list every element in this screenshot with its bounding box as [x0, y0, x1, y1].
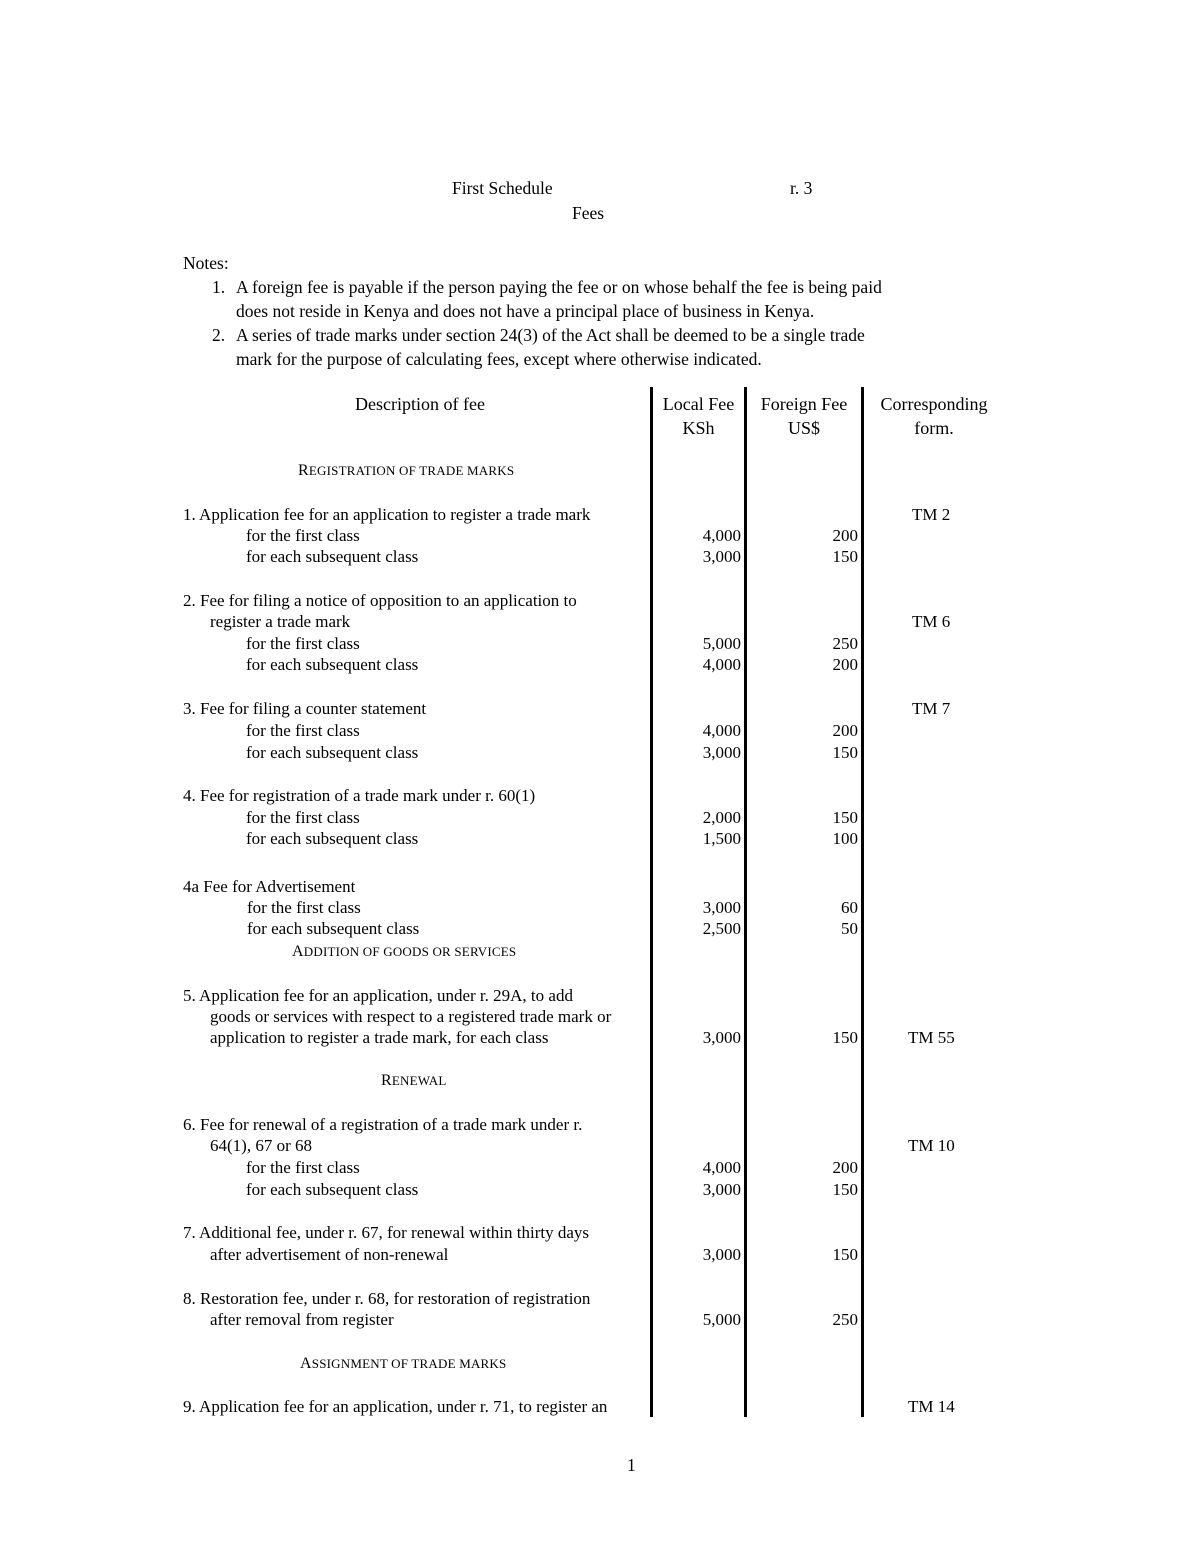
foreign-fee: 200 — [832, 655, 858, 674]
section-heading-registration: REGISTRATION OF TRADE MARKS — [298, 462, 515, 479]
fee-subitem: for the first class — [247, 898, 361, 917]
note-2-line-1: A series of trade marks under section 24(3) of the Act shall be deemed to be a single trade — [236, 325, 865, 345]
foreign-fee: 150 — [832, 1245, 858, 1264]
fee-subitem: for the first class — [246, 634, 360, 653]
note-1-line-1: A foreign fee is payable if the person paying the fee or on whose behalf the fee is being paid — [236, 277, 882, 297]
local-fee: 3,000 — [702, 1028, 741, 1047]
fee-item-8-continued: after removal from register — [210, 1310, 394, 1329]
local-fee: 3,000 — [702, 743, 741, 762]
form-code: TM 7 — [912, 699, 951, 718]
fee-subitem: for each subsequent class — [246, 547, 419, 566]
form-code: TM 2 — [912, 505, 951, 524]
foreign-fee: 200 — [832, 721, 858, 740]
fee-item-5: 5. Application fee for an application, under r. 29A, to add — [183, 986, 573, 1005]
fee-subitem: for the first class — [246, 721, 360, 740]
note-1-line-2: does not reside in Kenya and does not have a principal place of business in Kenya. — [236, 301, 815, 321]
form-code: TM 55 — [908, 1028, 955, 1047]
local-fee: 5,000 — [702, 634, 741, 653]
local-fee: 3,000 — [702, 547, 741, 566]
local-fee: 3,000 — [702, 898, 741, 917]
local-fee: 4,000 — [702, 526, 741, 545]
page-number: 1 — [627, 1455, 636, 1475]
fee-item-3: 3. Fee for filing a counter statement — [183, 699, 427, 718]
foreign-fee: 150 — [832, 1028, 858, 1047]
fee-item-4: 4. Fee for registration of a trade mark under r. 60(1) — [183, 786, 536, 805]
fee-subitem: for each subsequent class — [246, 829, 419, 848]
page-subtitle: Fees — [572, 203, 605, 223]
section-heading-assignment: ASSIGNMENT OF TRADE MARKS — [300, 1355, 507, 1372]
local-fee: 4,000 — [702, 1158, 741, 1177]
fee-subitem: for each subsequent class — [246, 743, 419, 762]
fee-item-7: 7. Additional fee, under r. 67, for renewal within thirty days — [183, 1223, 590, 1242]
note-1-number: 1. — [212, 277, 226, 297]
fee-item-1: 1. Application fee for an application to register a trade mark — [183, 505, 591, 524]
section-heading-renewal: RENEWAL — [381, 1072, 447, 1089]
fee-item-6-continued: 64(1), 67 or 68 — [210, 1136, 312, 1155]
column-divider — [861, 387, 864, 1417]
local-fee: 2,000 — [702, 808, 741, 827]
foreign-fee: 250 — [832, 1310, 858, 1329]
local-fee: 1,500 — [702, 829, 741, 848]
local-fee: 2,500 — [702, 919, 741, 938]
header-local-fee-currency: KSh — [682, 418, 715, 438]
form-code: TM 10 — [908, 1136, 955, 1155]
local-fee: 4,000 — [702, 655, 741, 674]
foreign-fee: 60 — [841, 898, 858, 917]
note-2-number: 2. — [212, 325, 226, 345]
form-code: TM 14 — [908, 1397, 955, 1416]
fee-item-2: 2. Fee for filing a notice of opposition to an application to — [183, 591, 577, 610]
fee-item-4a: 4a Fee for Advertisement — [183, 877, 356, 896]
form-code: TM 6 — [912, 612, 951, 631]
rule-reference: r. 3 — [790, 178, 813, 198]
fee-subitem: for the first class — [246, 526, 360, 545]
foreign-fee: 150 — [832, 547, 858, 566]
header-form: Corresponding — [880, 394, 988, 414]
fee-subitem: for each subsequent class — [246, 655, 419, 674]
fee-item-7-continued: after advertisement of non-renewal — [210, 1245, 449, 1264]
header-description: Description of fee — [355, 394, 485, 414]
header-local-fee: Local Fee — [662, 394, 735, 414]
foreign-fee: 100 — [832, 829, 858, 848]
schedule-title: First Schedule — [452, 178, 553, 198]
note-2-line-2: mark for the purpose of calculating fees, except where otherwise indicated. — [236, 349, 762, 369]
fee-item-6: 6. Fee for renewal of a registration of a trade mark under r. — [183, 1115, 583, 1134]
foreign-fee: 150 — [832, 743, 858, 762]
fee-subitem: for the first class — [246, 1158, 360, 1177]
foreign-fee: 150 — [832, 808, 858, 827]
header-foreign-fee-currency: US$ — [787, 418, 820, 438]
fee-item-9: 9. Application fee for an application, under r. 71, to register an — [183, 1397, 608, 1416]
local-fee: 5,000 — [702, 1310, 741, 1329]
fee-subitem: for the first class — [246, 808, 360, 827]
foreign-fee: 200 — [832, 526, 858, 545]
fee-item-8: 8. Restoration fee, under r. 68, for restoration of registration — [183, 1289, 591, 1308]
notes-heading: Notes: — [183, 253, 229, 273]
fee-subitem: for each subsequent class — [246, 1180, 419, 1199]
section-heading-addition: ADDITION OF GOODS OR SERVICES — [292, 943, 517, 960]
local-fee: 3,000 — [702, 1245, 741, 1264]
fee-item-5-continued: goods or services with respect to a registered trade mark or — [210, 1007, 612, 1026]
fee-item-2-continued: register a trade mark — [210, 612, 351, 631]
local-fee: 4,000 — [702, 721, 741, 740]
foreign-fee: 250 — [832, 634, 858, 653]
foreign-fee: 150 — [832, 1180, 858, 1199]
foreign-fee: 200 — [832, 1158, 858, 1177]
local-fee: 3,000 — [702, 1180, 741, 1199]
header-form-line-2: form. — [914, 418, 954, 438]
fee-subitem: for each subsequent class — [247, 919, 420, 938]
fee-item-5-continued: application to register a trade mark, for each class — [210, 1028, 549, 1047]
foreign-fee: 50 — [841, 919, 858, 938]
header-foreign-fee: Foreign Fee — [760, 394, 848, 414]
